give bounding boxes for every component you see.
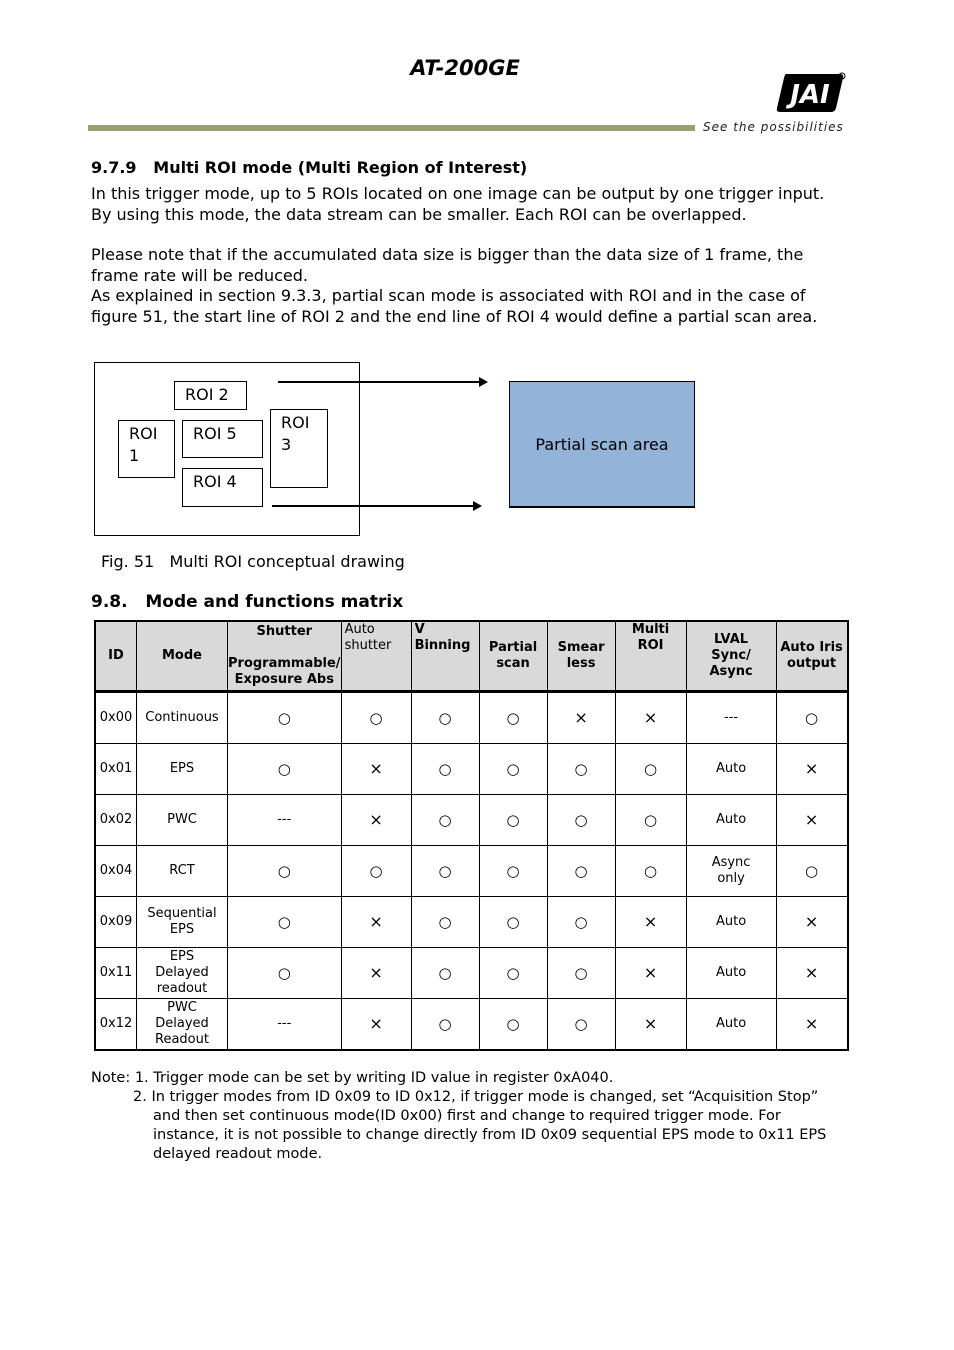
mode-line: Delayed: [155, 965, 209, 980]
note-1: Note: 1. Trigger mode can be set by writing ID value in register 0xA040.: [91, 1070, 614, 1086]
roi-4-label: ROI 4: [193, 472, 237, 491]
text-line: frame rate will be reduced.: [91, 265, 308, 285]
unsupported-mark: ×: [615, 999, 686, 1051]
cell-id: 0x01: [95, 744, 137, 795]
table-row: [95, 744, 848, 795]
cell-value: ---: [228, 999, 342, 1051]
mode-line: Sequential: [147, 906, 217, 921]
mode-line: RCT: [169, 863, 195, 878]
cell-mode: [137, 692, 228, 744]
table-body: [95, 692, 848, 1051]
text-line: Please note that if the accumulated data size is bigger than the data size of 1 frame, the: [91, 245, 804, 264]
text-line: In this trigger mode, up to 5 ROIs located on one image can be output by one trigger input.: [91, 184, 825, 203]
mode-line: PWC: [167, 812, 197, 827]
unsupported-mark: ×: [615, 897, 686, 948]
cell-mode: [137, 744, 228, 795]
tagline: See the possibilities: [703, 120, 844, 134]
cell-value: Auto: [686, 795, 776, 846]
supported-mark: ○: [547, 744, 615, 795]
unsupported-mark: ×: [341, 744, 411, 795]
roi-4-box: [182, 468, 263, 507]
paragraph-1: [91, 184, 851, 225]
supported-mark: ○: [411, 999, 479, 1051]
supported-mark: ○: [615, 795, 686, 846]
text-line: figure 51, the start line of ROI 2 and the end line of ROI 4 would define a partial scan area.: [91, 306, 818, 326]
supported-mark: ○: [341, 846, 411, 897]
supported-mark: ○: [547, 795, 615, 846]
arrow-start-line: [278, 381, 486, 383]
supported-mark: ○: [479, 846, 547, 897]
mode-line: PWC: [167, 1000, 197, 1015]
column-header-id: ID: [95, 621, 137, 692]
unsupported-mark: ×: [341, 795, 411, 846]
supported-mark: ○: [479, 795, 547, 846]
mode-line: readout: [156, 981, 208, 996]
cell-mode: [137, 948, 228, 999]
supported-mark: ○: [228, 744, 342, 795]
supported-mark: ○: [547, 948, 615, 999]
unsupported-mark: ×: [776, 948, 848, 999]
supported-mark: ○: [615, 744, 686, 795]
cell-id: 0x04: [95, 846, 137, 897]
mode-line: Readout: [155, 1032, 209, 1047]
cell-mode: [137, 846, 228, 897]
text-line: By using this mode, the data stream can be smaller. Each ROI can be overlapped.: [91, 204, 747, 224]
cell-id: 0x00: [95, 692, 137, 744]
supported-mark: ○: [479, 744, 547, 795]
roi-2-label: ROI 2: [185, 385, 229, 404]
supported-mark: ○: [547, 999, 615, 1051]
supported-mark: ○: [411, 692, 479, 744]
column-header-partial-scan: Partial scan: [479, 621, 547, 692]
cell-value: Async only: [686, 846, 776, 897]
unsupported-mark: ×: [776, 795, 848, 846]
supported-mark: ○: [776, 692, 848, 744]
cell-id: 0x02: [95, 795, 137, 846]
document-title: AT-200GE: [410, 56, 520, 80]
section-number: 9.7.9: [91, 158, 137, 177]
mode-line: EPS: [169, 949, 195, 964]
paragraph-2: [91, 245, 851, 327]
section-number: 9.8.: [91, 592, 128, 612]
cell-id: 0x11: [95, 948, 137, 999]
cell-value: Auto: [686, 744, 776, 795]
supported-mark: ○: [228, 948, 342, 999]
section-title: Mode and functions matrix: [145, 592, 404, 612]
unsupported-mark: ×: [615, 948, 686, 999]
supported-mark: ○: [228, 846, 342, 897]
column-header-multi-roi: Multi ROI: [615, 621, 686, 692]
unsupported-mark: ×: [615, 692, 686, 744]
unsupported-mark: ×: [341, 999, 411, 1051]
mode-line: EPS: [169, 761, 195, 776]
unsupported-mark: ×: [776, 897, 848, 948]
mode-line: Continuous: [145, 710, 219, 725]
table-row: [95, 897, 848, 948]
roi-5-box: [182, 420, 263, 458]
roi-3-label: 3: [281, 435, 292, 454]
figure-number: Fig. 51: [101, 552, 155, 571]
partial-scan-area: [509, 381, 695, 508]
supported-mark: ○: [411, 948, 479, 999]
table-row: [95, 795, 848, 846]
supported-mark: ○: [479, 692, 547, 744]
supported-mark: ○: [776, 846, 848, 897]
mode-line: Delayed: [155, 1016, 209, 1031]
note-2: 2. In trigger modes from ID 0x09 to ID 0x12, if trigger mode is changed, set “Acquisition Stop” and then set continuous mode(ID 0x00) first and change to required trigger mode. For instance, it is not possible to change directly from ID 0x09 sequential EPS mode to 0x11 EPS delayed readout mode.: [133, 1089, 827, 1162]
roi-2-box: [174, 381, 247, 410]
cell-mode: [137, 795, 228, 846]
cell-value: ---: [686, 692, 776, 744]
column-header-auto-shutter: Auto shutter: [341, 621, 411, 692]
logo-text: JAI: [790, 80, 830, 110]
unsupported-mark: ×: [341, 897, 411, 948]
unsupported-mark: ×: [776, 999, 848, 1051]
supported-mark: ○: [411, 846, 479, 897]
section-heading-98: [91, 592, 403, 612]
supported-mark: ○: [228, 692, 342, 744]
table-header-row: [95, 621, 848, 692]
cell-id: 0x12: [95, 999, 137, 1051]
unsupported-mark: ×: [547, 692, 615, 744]
supported-mark: ○: [547, 846, 615, 897]
notes: [91, 1069, 831, 1164]
table-row: [95, 999, 848, 1051]
cell-value: ---: [228, 795, 342, 846]
cell-value: Auto: [686, 948, 776, 999]
supported-mark: ○: [615, 846, 686, 897]
cell-value: Auto: [686, 897, 776, 948]
figure-caption-text: Multi ROI conceptual drawing: [169, 552, 405, 571]
column-header-lval: LVAL Sync/ Async: [686, 621, 776, 692]
multi-roi-diagram: [94, 362, 714, 538]
cell-id: 0x09: [95, 897, 137, 948]
roi-3-label: ROI: [281, 413, 310, 432]
figure-caption: [101, 552, 405, 571]
roi-3-box: [270, 409, 328, 488]
supported-mark: ○: [479, 897, 547, 948]
supported-mark: ○: [341, 692, 411, 744]
section-heading-979: [91, 158, 527, 177]
mode-line: EPS: [169, 922, 195, 937]
partial-scan-label: Partial scan area: [535, 434, 669, 454]
roi-5-label: ROI 5: [193, 424, 237, 443]
column-header-smear-less: Smear less: [547, 621, 615, 692]
column-header-v-binning: V Binning: [411, 621, 479, 692]
table-row: [95, 692, 848, 744]
supported-mark: ○: [547, 897, 615, 948]
mode-functions-table: [94, 620, 849, 1051]
roi-1-label: 1: [129, 446, 140, 465]
supported-mark: ○: [411, 795, 479, 846]
supported-mark: ○: [411, 744, 479, 795]
column-header-mode: Mode: [137, 621, 228, 692]
cell-value: Auto: [686, 999, 776, 1051]
unsupported-mark: ×: [776, 744, 848, 795]
supported-mark: ○: [228, 897, 342, 948]
cell-mode: [137, 897, 228, 948]
table-row: [95, 846, 848, 897]
table-row: [95, 948, 848, 999]
section-title: Multi ROI mode (Multi Region of Interest): [153, 158, 528, 177]
header-rule: [88, 125, 695, 131]
supported-mark: ○: [479, 948, 547, 999]
supported-mark: ○: [479, 999, 547, 1051]
arrow-end-line: [272, 505, 480, 507]
unsupported-mark: ×: [341, 948, 411, 999]
column-header-auto-iris: Auto Iris output: [776, 621, 848, 692]
roi-1-label: ROI: [129, 424, 158, 443]
column-header-shutter: Shutter Programmable/ Exposure Abs: [228, 621, 342, 692]
jai-logo: [776, 70, 846, 116]
cell-mode: [137, 999, 228, 1051]
supported-mark: ○: [411, 897, 479, 948]
text-line: As explained in section 9.3.3, partial scan mode is associated with ROI and in the case of: [91, 286, 806, 305]
roi-1-box: [118, 420, 175, 478]
